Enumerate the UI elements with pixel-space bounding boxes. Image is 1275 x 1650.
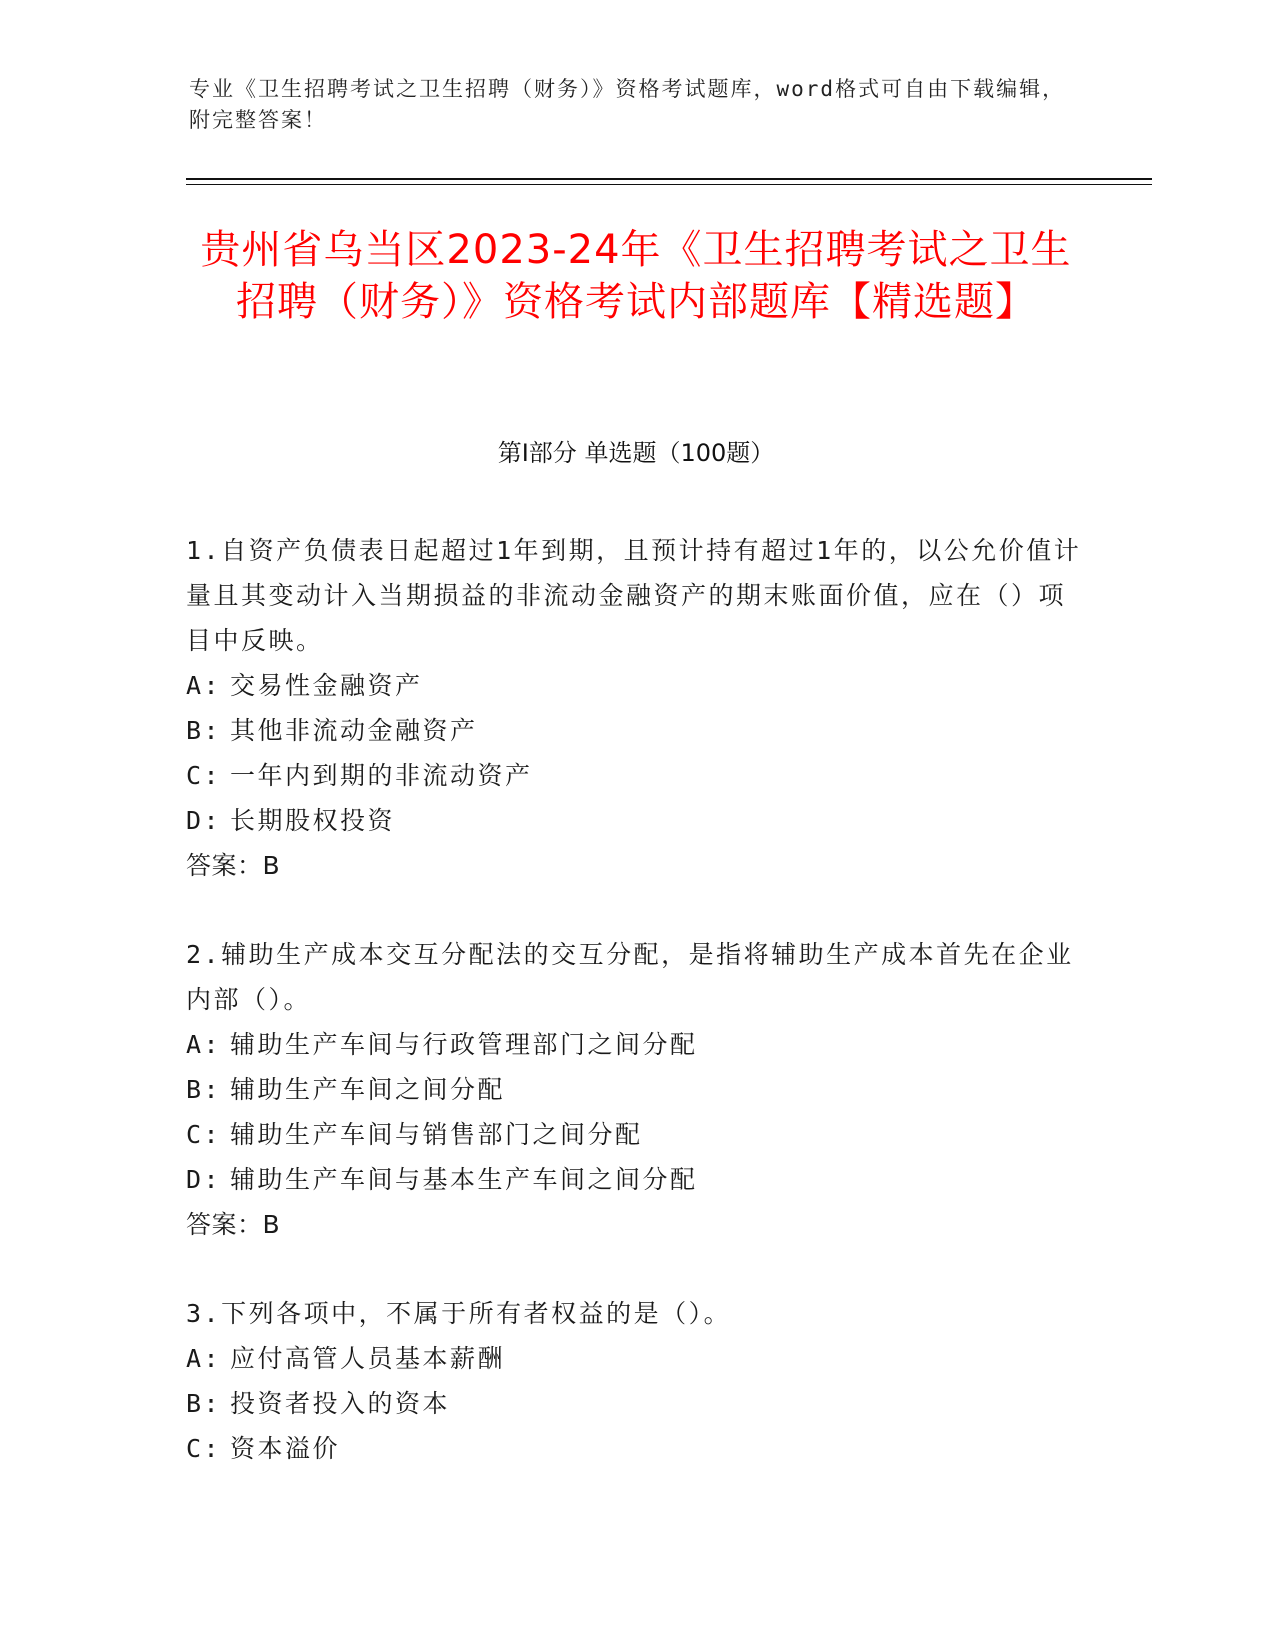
option-b	[186, 708, 1086, 753]
question-stem: 2.辅助生产成本交互分配法的交互分配，是指将辅助生产成本首先在企业内部（）。	[186, 940, 1074, 1014]
option-text: 投资者投入的资本	[230, 1389, 451, 1418]
option-d	[186, 1157, 1086, 1202]
question-1	[186, 528, 1086, 888]
question-stem: 3.下列各项中，不属于所有者权益的是（）。	[186, 1299, 732, 1328]
header-rule-thick	[186, 178, 1152, 180]
option-letter: A:	[186, 1344, 222, 1373]
section-title: 第Ⅰ部分 单选题（100题）	[497, 439, 775, 467]
option-text: 辅助生产车间之间分配	[230, 1075, 506, 1104]
option-letter: B:	[186, 1075, 222, 1104]
header-note: 专业《卫生招聘考试之卫生招聘（财务）》资格考试题库，word格式可自由下载编辑，附完整答案！	[189, 77, 1066, 132]
option-letter: C:	[186, 1434, 222, 1463]
option-d	[186, 798, 1086, 843]
header-rule-thin	[186, 184, 1152, 185]
document-title: 贵州省乌当区2023-24年《卫生招聘考试之卫生招聘（财务）》资格考试内部题库【精选题】	[200, 227, 1072, 325]
option-c	[186, 1112, 1086, 1157]
option-text: 一年内到期的非流动资产	[230, 761, 533, 790]
answer: 答案：B	[186, 851, 281, 880]
option-text: 辅助生产车间与销售部门之间分配	[230, 1120, 643, 1149]
option-text: 长期股权投资	[230, 806, 396, 835]
option-c	[186, 1426, 1086, 1471]
question-2	[186, 932, 1086, 1247]
question-3	[186, 1291, 1086, 1471]
answer: 答案：B	[186, 1210, 281, 1239]
option-text: 其他非流动金融资产	[230, 716, 478, 745]
option-text: 辅助生产车间与行政管理部门之间分配	[230, 1030, 698, 1059]
option-a	[186, 663, 1086, 708]
option-a	[186, 1336, 1086, 1381]
option-c	[186, 753, 1086, 798]
option-text: 交易性金融资产	[230, 671, 423, 700]
option-letter: A:	[186, 1030, 222, 1059]
option-letter: D:	[186, 806, 222, 835]
option-letter: D:	[186, 1165, 222, 1194]
option-letter: B:	[186, 716, 222, 745]
option-b	[186, 1067, 1086, 1112]
option-letter: C:	[186, 761, 222, 790]
option-letter: C:	[186, 1120, 222, 1149]
option-text: 资本溢价	[230, 1434, 341, 1463]
question-list	[186, 528, 1086, 1515]
option-a	[186, 1022, 1086, 1067]
option-text: 应付高管人员基本薪酬	[230, 1344, 506, 1373]
option-text: 辅助生产车间与基本生产车间之间分配	[230, 1165, 698, 1194]
option-b	[186, 1381, 1086, 1426]
question-stem: 1.自资产负债表日起超过1年到期，且预计持有超过1年的，以公允价值计量且其变动计入当期损益的非流动金融资产的期末账面价值，应在（）项目中反映。	[186, 536, 1082, 655]
option-letter: B:	[186, 1389, 222, 1418]
option-letter: A:	[186, 671, 222, 700]
